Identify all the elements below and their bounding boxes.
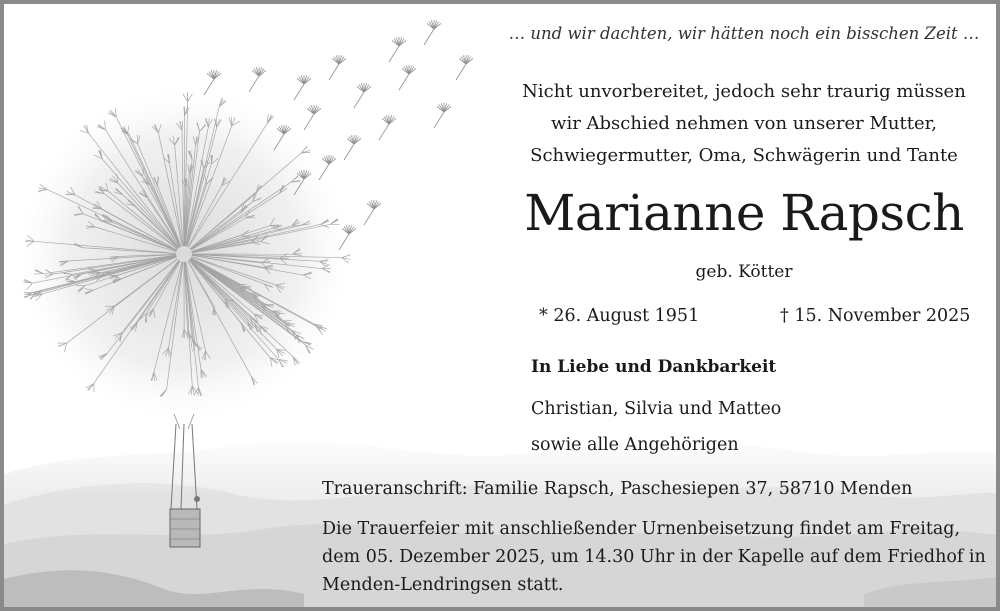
dandelion-seed xyxy=(389,37,406,62)
service-line: Menden-Lendringsen statt. xyxy=(322,575,564,595)
dandelion-seed xyxy=(354,83,371,108)
dandelion-seed xyxy=(364,200,381,225)
birth-date: * 26. August 1951 xyxy=(539,306,700,326)
service-line: dem 05. Dezember 2025, um 14.30 Uhr in der Kapelle auf dem Friedhof in xyxy=(322,547,986,567)
dandelion-seed xyxy=(399,65,416,90)
thanks-heading: In Liebe und Dankbarkeit xyxy=(531,357,777,377)
intro-line: Nicht unvorbereitet, jedoch sehr traurig müssen xyxy=(522,81,966,102)
intro-text xyxy=(504,76,984,172)
dandelion-seed xyxy=(249,67,266,92)
family-line: sowie alle Angehörigen xyxy=(531,435,739,455)
funeral-service-info xyxy=(322,515,986,599)
dandelion-seed xyxy=(204,70,221,95)
tagline: … und wir dachten, wir hätten noch ein bisschen Zeit … xyxy=(508,24,980,43)
intro-line: Schwiegermutter, Oma, Schwägerin und Tante xyxy=(530,145,958,166)
dandelion-seed xyxy=(344,135,361,160)
dandelion-seed xyxy=(329,55,346,80)
dandelion-seed xyxy=(304,105,321,130)
dandelion-seed xyxy=(424,20,441,45)
death-date: † 15. November 2025 xyxy=(780,306,971,326)
dandelion-puff xyxy=(19,89,351,429)
dandelion-seed xyxy=(434,103,451,128)
intro-line: wir Abschied nehmen von unserer Mutter, xyxy=(551,113,937,134)
dandelion-seed xyxy=(294,75,311,100)
dandelion-seed xyxy=(379,115,396,140)
dandelion-seed xyxy=(456,55,473,80)
family-line: Christian, Silvia und Matteo xyxy=(531,399,782,419)
family-signatures xyxy=(531,391,781,463)
maiden-name: geb. Kötter xyxy=(695,262,793,282)
deceased-name: Marianne Rapsch xyxy=(524,184,964,242)
mourning-address: Traueranschrift: Familie Rapsch, Paschesiepen 37, 58710 Menden xyxy=(322,479,913,499)
service-line: Die Trauerfeier mit anschließender Urnenbeisetzung findet am Freitag, xyxy=(322,519,961,539)
